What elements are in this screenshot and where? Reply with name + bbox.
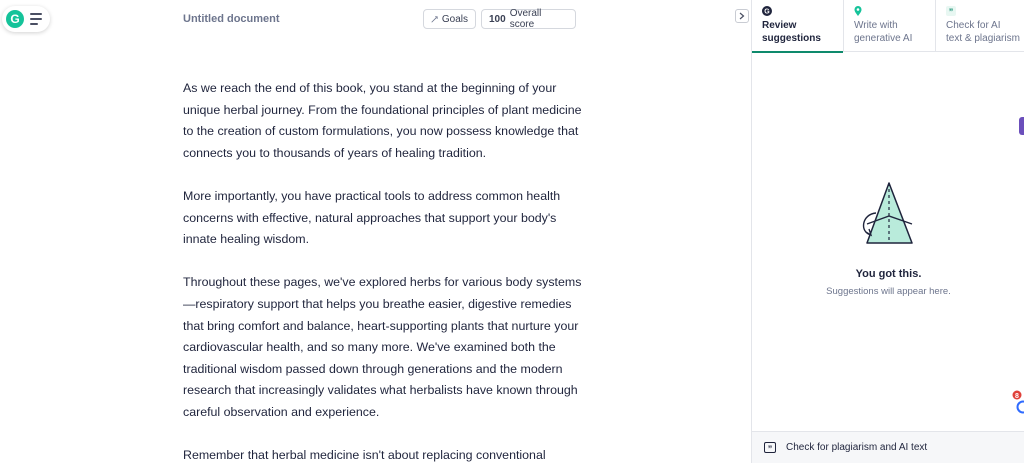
paragraph: Throughout these pages, we've explored herbs for various body systems —respiratory support that helps you breathe easier, digestive remedies that bring comfort and balance, heart-supporting plants that nurture your cardiovascular health, and so many more. We've examined both the traditional wisdom passed down through generations and the modern research that increasingly validates what herbalists have known through careful observation and experience. (183, 275, 582, 419)
panel-tabs (752, 0, 1024, 52)
chevron-right-icon (739, 12, 745, 20)
goals-button[interactable] (423, 9, 476, 29)
svg-text:”: ” (948, 7, 954, 16)
paragraph: More importantly, you have practical tools to address common health concerns with effective, natural approaches that support your body's innate healing wisdom. (183, 188, 561, 247)
paper-plane-illustration (856, 180, 920, 248)
grammarly-logo-icon[interactable]: G (6, 10, 24, 28)
score-label: Overall score (509, 8, 542, 30)
tab-label-line1: Check for AI (946, 20, 1001, 31)
pin-icon (854, 6, 935, 18)
tab-ai-plagiarism[interactable] (936, 0, 1024, 52)
empty-state-subtitle: Suggestions will appear here. (826, 286, 951, 297)
badge-count: 8 (1015, 393, 1019, 400)
tab-generative-ai[interactable] (844, 0, 936, 52)
tab-label-line1: Review (762, 20, 797, 31)
assistant-panel (751, 0, 1024, 463)
plagiarism-check-button[interactable] (752, 431, 1024, 463)
score-value: 100 (489, 13, 506, 25)
document-editor[interactable] (183, 78, 583, 463)
tab-label-line2: suggestions (762, 32, 821, 44)
side-extension-tab[interactable] (1019, 117, 1024, 135)
overall-score-button[interactable] (481, 9, 576, 29)
empty-state-title: You got this. (855, 268, 922, 280)
grammarly-logo-pill[interactable] (2, 6, 50, 32)
plagiarism-check-label: Check for plagiarism and AI text (786, 442, 928, 453)
document-title[interactable]: Untitled document (183, 13, 280, 25)
quote-icon (946, 6, 1024, 18)
tab-label-line2: generative AI (854, 32, 913, 44)
tab-label-line2: text & plagiarism (946, 32, 1020, 44)
goals-icon (431, 15, 438, 24)
svg-text:”: ” (767, 444, 773, 453)
tab-label-line1: Write with (854, 20, 898, 31)
goals-label: Goals (441, 13, 468, 25)
paragraph: Remember that herbal medicine isn't about replacing conventional (183, 448, 546, 463)
tab-review-suggestions[interactable] (752, 0, 844, 52)
grammarly-floating-widget[interactable] (1012, 390, 1024, 419)
paragraph: As we reach the end of this book, you stand at the beginning of your unique herbal journey. From the foundational principles of plant medicine to the creation of custom formulations, you now possess knowledge that connects you to thousands of years of healing tradition. (183, 81, 582, 160)
svg-text:G: G (764, 8, 770, 16)
grammarly-icon (762, 6, 843, 18)
quote-icon (764, 442, 776, 453)
collapse-panel-button[interactable] (735, 9, 749, 23)
menu-icon[interactable] (30, 13, 44, 25)
